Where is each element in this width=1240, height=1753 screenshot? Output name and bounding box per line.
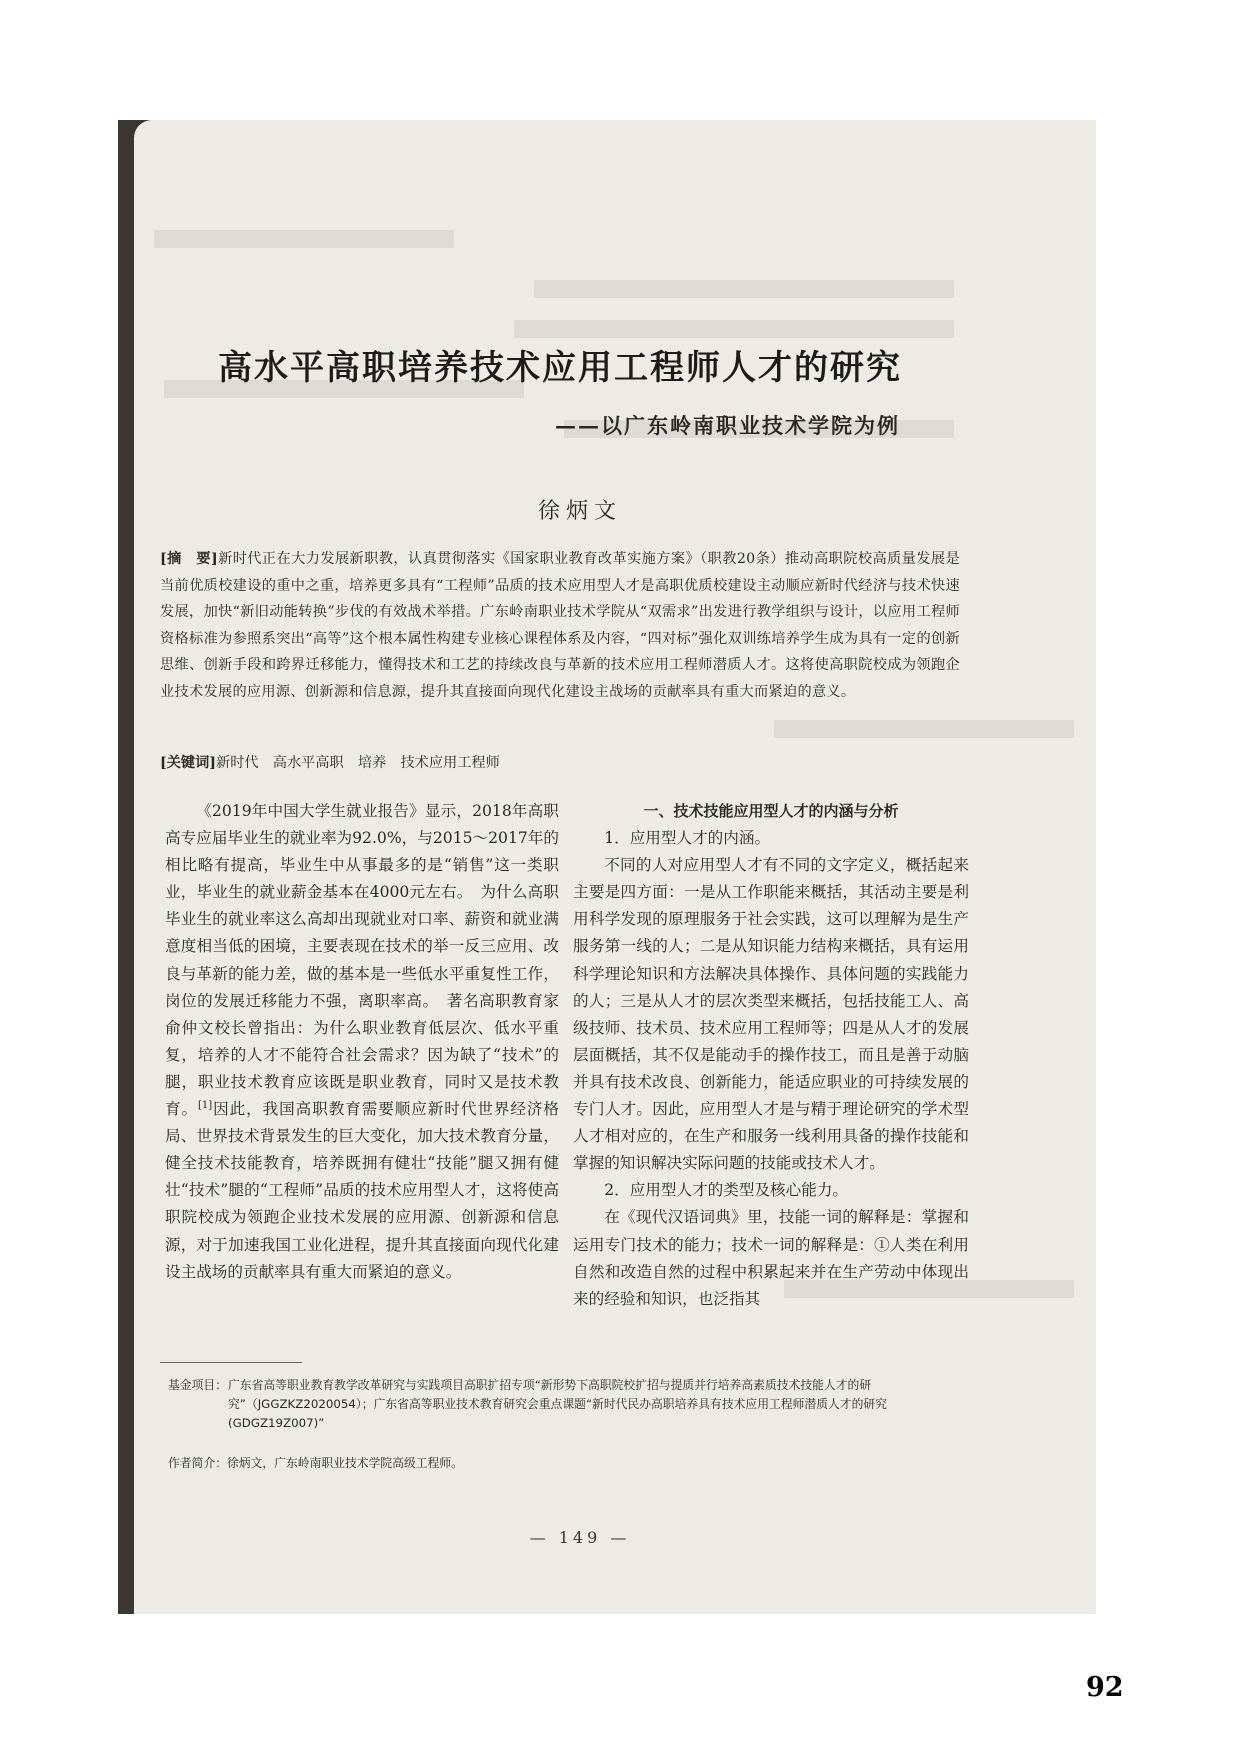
article-title: 高水平高职培养技术应用工程师人才的研究 — [218, 348, 902, 388]
subheading-1: 1．应用型人才的内涵。 — [604, 829, 771, 848]
author-bio — [168, 1454, 768, 1471]
subheading-2: 2．应用型人才的类型及核心能力。 — [604, 1181, 849, 1200]
section-heading: 一、技术技能应用型人才的内涵与分析 — [643, 802, 899, 820]
abstract-text: 新时代正在大力发展新职教，认真贯彻落实《国家职业教育改革实施方案》（职教20条）推动高职院校高质量发展是当前优质校建设的重中之重，培养更多具有“工程师”品质的技术应用型人才是高职优质校建设主动顺应新时代经济与技术快速发展，加快“新旧动能转换”步伐的有效战术举措。广东岭南职业技术学院从“双需求”出发进行教学组织与设计，以应用工程师资格标准为参照系突出“高等”这个根本属性构建专业核心课程体系及内容，“四对标”强化双训练培养学生成为具有一定的创新思维、创新手段和跨界迁移能力，懂得技术和工艺的持续改良与革新的技术应用工程师潜质人才。这将使高职院校成为领跑企业技术发展的应用源、创新源和信息源，提升其直接面向现代化建设主战场的贡献率具有重大而紧迫的意义。 — [160, 551, 960, 700]
document-page-number: 92 — [1086, 1672, 1124, 1703]
abstract-label: [摘 要] — [160, 551, 218, 567]
right-column — [573, 798, 969, 1313]
left-column — [165, 798, 559, 1286]
keywords-text: 新时代 高水平高职 培养 技术应用工程师 — [216, 755, 500, 771]
funding-label: 基金项目： — [168, 1378, 227, 1392]
bleed-through-text — [514, 320, 954, 338]
keywords-label: [关键词] — [160, 755, 216, 771]
author-name: 徐炳文 — [537, 499, 622, 524]
citation-mark: [1] — [198, 1099, 213, 1111]
funding-text: 广东省高等职业教育教学改革研究与实践项目高职扩招专项“新形势下高职院校扩招与提质并行培养高素质技术技能人才的研究”（JGGZKZ2020054）；广东省高等职业技术教育研究会重点课题“新时代民办高职培养具有技术应用工程师潜质人才的研究(GDGZ19Z007)” — [228, 1378, 887, 1430]
bleed-through-text — [534, 280, 954, 298]
paragraph-definition: 不同的人对应用型人才有不同的文字定义，概括起来主要是四方面：一是从工作职能来概括，其活动主要是利用科学发现的原理服务于社会实践，这可以理解为是生产服务第一线的人；二是从知识能力结构来概括，具有运用科学理论知识和方法解决具体操作、具体问题的实践能力的人；三是从人才的层次类型来概括，包括技能工人、高级技师、技术员、技术应用工程师等；四是从人才的发展层面概括，其不仅是能动手的操作技工，而且是善于动脑并具有技术改良、创新能力，能适应职业的可持续发展的专门人才。因此，应用型人才是与精于理论研究的学术型人才相对应的，在生产和服务一线利用具备的操作技能和掌握的知识解决实际问题的技能或技术人才。 — [573, 856, 969, 1173]
abstract — [160, 546, 960, 705]
keywords — [160, 750, 560, 776]
journal-page-number: — 149 — — [529, 1528, 631, 1547]
author-bio-text: 徐炳文，广东岭南职业技术学院高级工程师。 — [227, 1456, 463, 1470]
paragraph-dictionary: 在《现代汉语词典》里，技能一词的解释是：掌握和运用专门技术的能力；技术一词的解释是：①人类在利用自然和改造自然的过程中积累起来并在生产劳动中体现出来的经验和知识，也泛指其 — [573, 1208, 969, 1308]
funding-note — [168, 1376, 968, 1433]
footnote-divider — [160, 1362, 302, 1363]
intro-paragraph — [165, 798, 559, 1286]
bleed-through-text — [774, 720, 1074, 738]
author-bio-label: 作者简介： — [168, 1456, 227, 1470]
intro-text: 《2019年中国大学生就业报告》显示，2018年高职高专应届毕业生的就业率为92.0%，与2015～2017年的相比略有提高，毕业生中从事最多的是“销售”这一类职业，毕业生的就业薪金基本在4000元左右。 为什么高职毕业生的就业率这么高却出现就业对口率、薪资和就业满意度相当低的困境，主要表现在技术的举一反三应用、改良与革新的能力差，做的基本是一些低水平重复性工作，岗位的发展迁移能力不强，离职率高。 著名高职教育家俞仲文校长曾指出：为什么职业教育低层次、低水平重复，培养的人才不能符合社会需求？因为缺了“技术”的腿，职业技术教育应该既是职业教育，同时又是技术教育。 — [165, 802, 560, 1119]
bleed-through-text — [154, 230, 454, 248]
intro-text-cont: 因此，我国高职教育需要顺应新时代世界经济格局、世界技术背景发生的巨大变化，加大技术教育分量，健全技术技能教育，培养既拥有健壮“技能”腿又拥有健壮“技术”腿的“工程师”品质的技术应用型人才，这将使高职院校成为领跑企业技术发展的应用源、创新源和信息源，对于加速我国工业化进程，提升其直接面向现代化建设主战场的贡献率具有重大而紧迫的意义。 — [165, 1100, 559, 1281]
article-subtitle: ——以广东岭南职业技术学院为例 — [555, 413, 900, 438]
